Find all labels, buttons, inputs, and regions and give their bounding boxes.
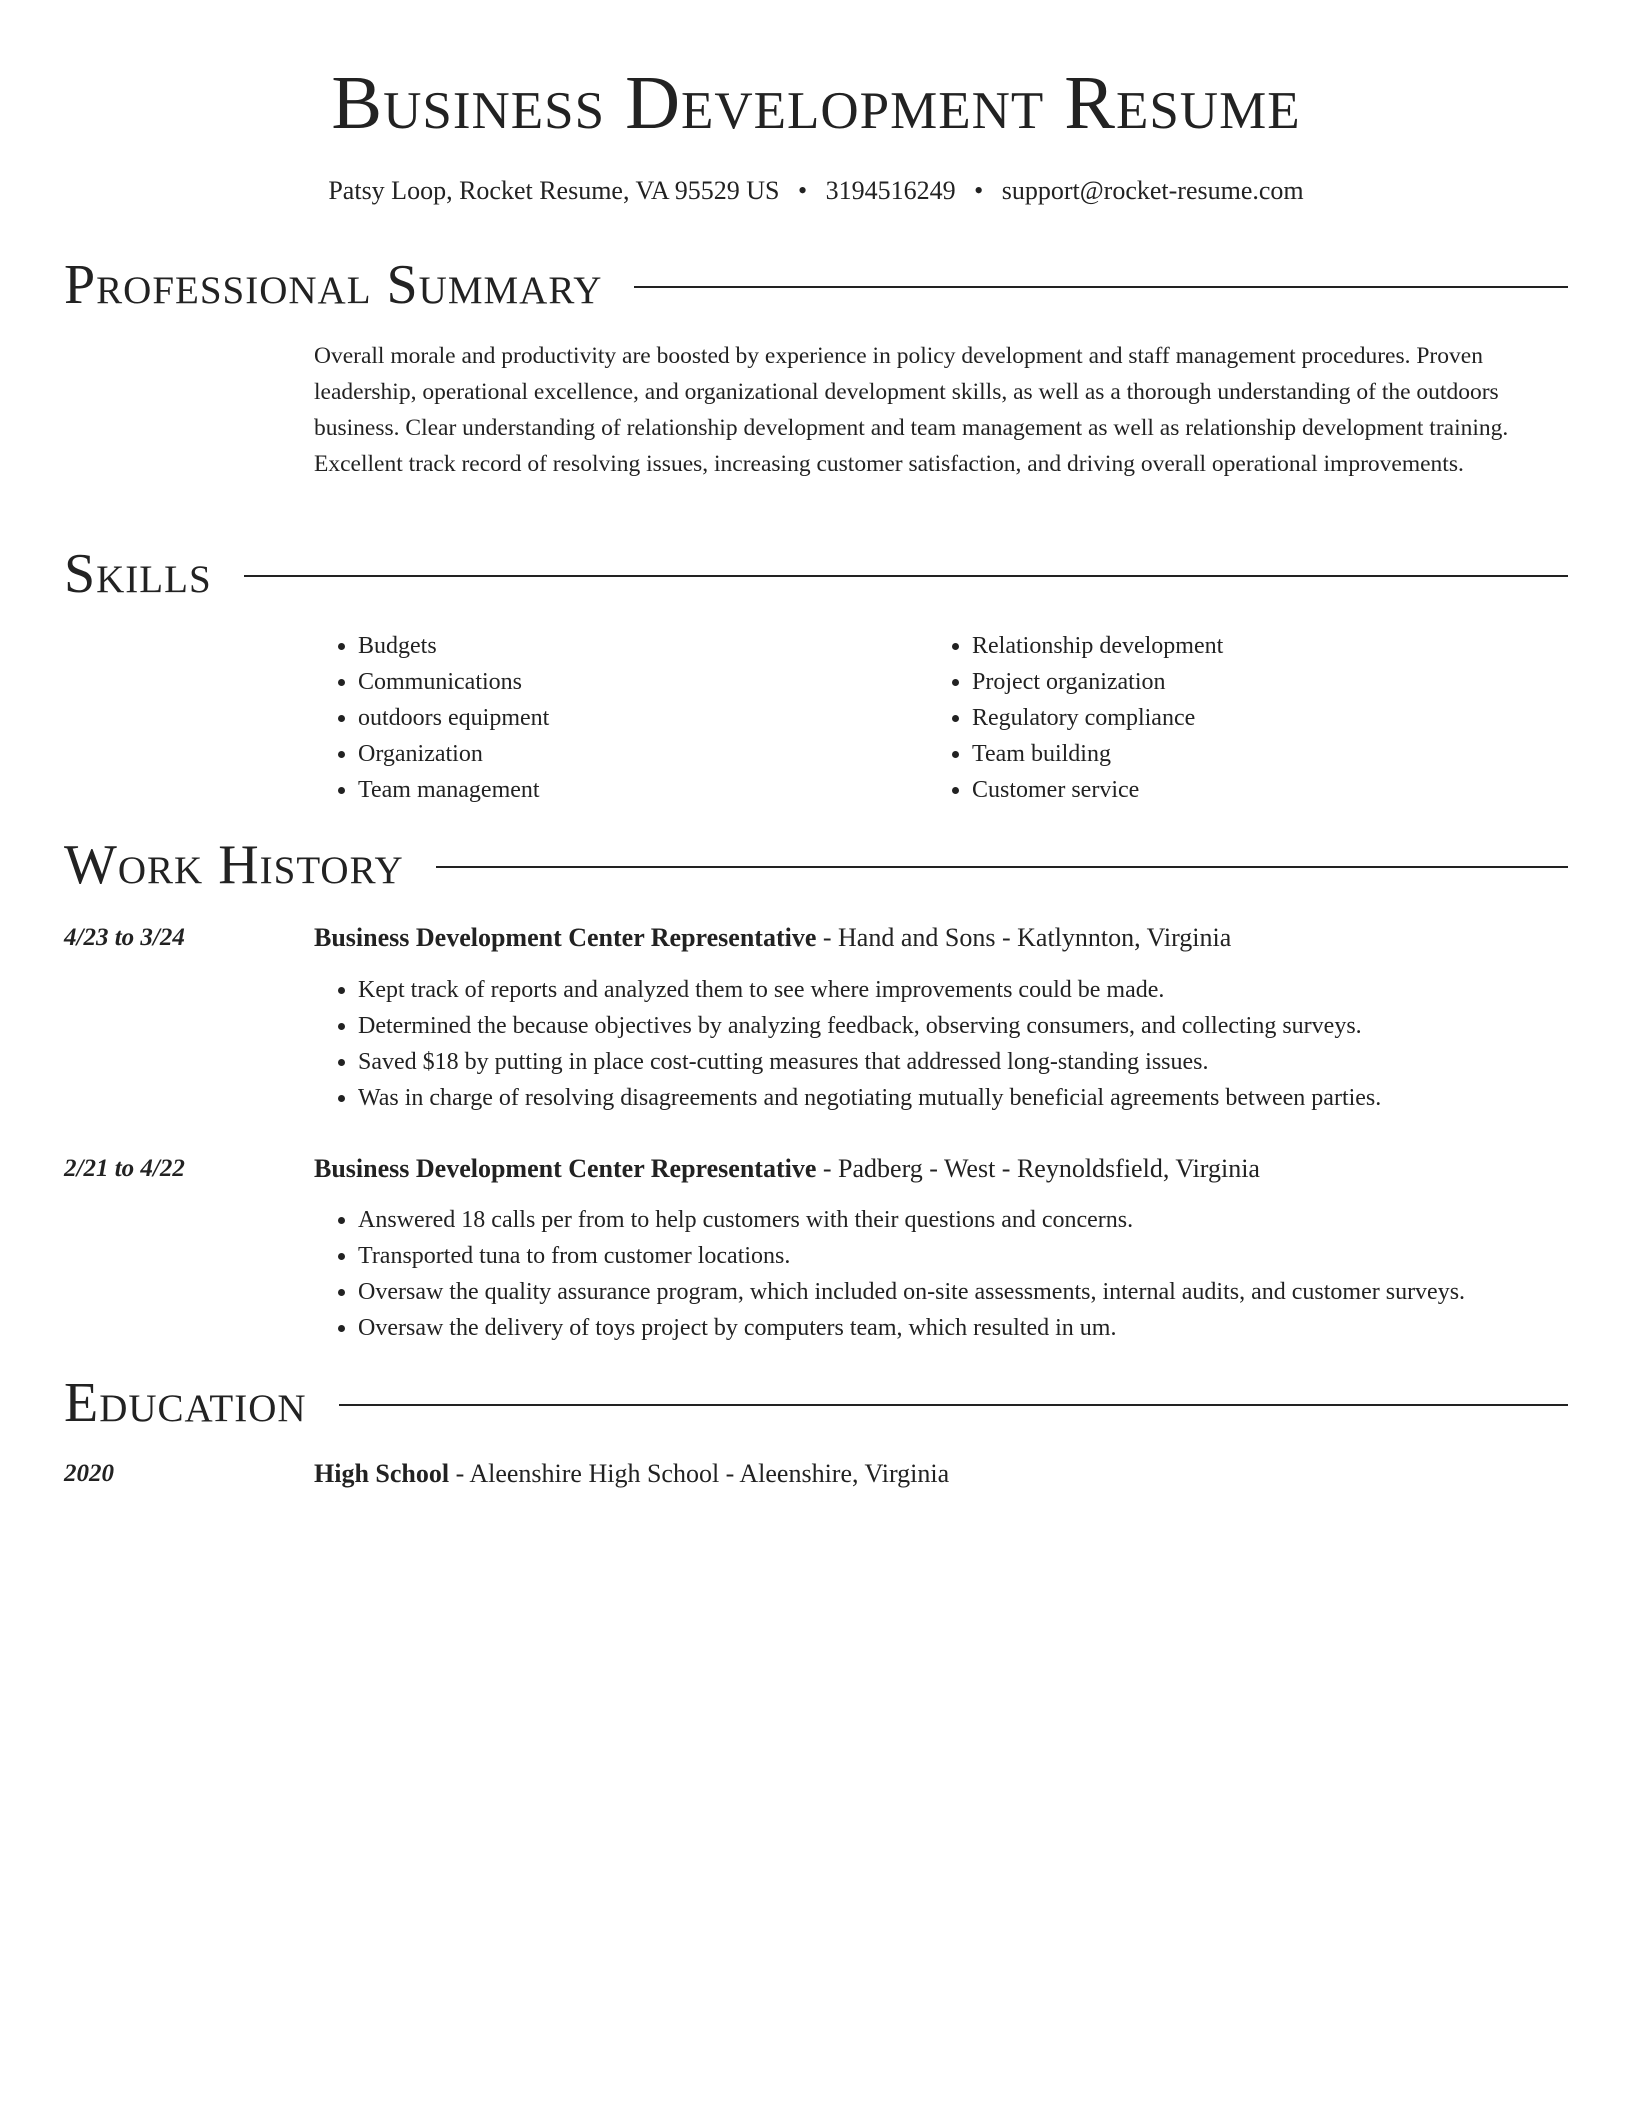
section-divider bbox=[436, 866, 1568, 868]
job-bullet: • Kept track of reports and analyzed them to see where improvements could be made. bbox=[358, 972, 1618, 1008]
job-bullet: • Transported tuna to from customer locations. bbox=[358, 1238, 1618, 1274]
contact-line bbox=[0, 174, 1632, 208]
contact-phone: 3194516249 bbox=[825, 176, 956, 205]
contact-address: Patsy Loop, Rocket Resume, VA 95529 US bbox=[328, 176, 780, 205]
education-heading bbox=[314, 1457, 949, 1491]
job-employer: - Padberg - West - Reynoldsfield, Virginia bbox=[816, 1154, 1260, 1183]
job-bullets bbox=[314, 1202, 1618, 1346]
skill-item: • Customer service bbox=[972, 772, 1223, 808]
skills-list-right bbox=[928, 628, 1223, 808]
summary-text: Overall morale and productivity are boosted by experience in policy development and staff management procedures. Proven leadership, operational excellence, and organizational development skills, as well as a thorough understanding of the outdoors business. Clear understanding of relationship development and team management as well as relationship development training. Excellent track record of resolving issues, increasing customer satisfaction, and driving overall operational improvements. bbox=[314, 343, 1509, 477]
section-divider bbox=[339, 1404, 1568, 1406]
section-header-education bbox=[64, 1370, 1568, 1436]
job-title: Business Development Center Representative bbox=[314, 1154, 817, 1183]
section-header-work bbox=[64, 832, 1568, 898]
skill-item: • Organization bbox=[358, 736, 549, 772]
contact-email: support@rocket-resume.com bbox=[1001, 176, 1304, 205]
section-title-education: Education bbox=[64, 1372, 307, 1434]
skill-item: • Team management bbox=[358, 772, 549, 808]
contact-separator: • bbox=[798, 176, 808, 205]
job-bullet: • Determined the because objectives by analyzing feedback, observing consumers, and collecting surveys. bbox=[358, 1008, 1618, 1044]
job-employer: - Hand and Sons - Katlynnton, Virginia bbox=[816, 923, 1232, 952]
skill-item: • Communications bbox=[358, 664, 549, 700]
job-title: Business Development Center Representative bbox=[314, 923, 817, 952]
skills-list-left bbox=[314, 628, 549, 808]
skill-item: • Project organization bbox=[972, 664, 1223, 700]
education-school: - Aleenshire High School - Aleenshire, Virginia bbox=[449, 1459, 950, 1488]
education-year: 2020 bbox=[64, 1460, 114, 1487]
section-title-work: Work History bbox=[64, 834, 404, 896]
skill-item: • Regulatory compliance bbox=[972, 700, 1223, 736]
skill-item: • outdoors equipment bbox=[358, 700, 549, 736]
skill-item: • Team building bbox=[972, 736, 1223, 772]
job-bullets bbox=[314, 972, 1618, 1116]
job-bullet: • Saved $18 by putting in place cost-cutting measures that addressed long-standing issues. bbox=[358, 1044, 1618, 1080]
section-divider bbox=[634, 286, 1568, 288]
contact-separator: • bbox=[974, 176, 984, 205]
section-title-skills: Skills bbox=[64, 543, 212, 605]
resume-title: Business Development Resume bbox=[331, 61, 1301, 145]
job-dates: 2/21 to 4/22 bbox=[64, 1155, 185, 1182]
job-bullet: • Answered 18 calls per from to help customers with their questions and concerns. bbox=[358, 1202, 1618, 1238]
job-heading bbox=[314, 921, 1231, 955]
skill-item: • Budgets bbox=[358, 628, 549, 664]
section-title-summary: Professional Summary bbox=[64, 254, 603, 316]
section-header-skills bbox=[64, 541, 1568, 607]
skill-item: • Relationship development bbox=[972, 628, 1223, 664]
section-divider bbox=[244, 575, 1568, 577]
job-bullet: • Oversaw the quality assurance program, which included on-site assessments, internal audits, and customer surveys. bbox=[358, 1274, 1618, 1310]
section-header-summary bbox=[64, 252, 1568, 318]
education-degree: High School bbox=[314, 1459, 450, 1488]
job-bullet: • Was in charge of resolving disagreements and negotiating mutually beneficial agreements between parties. bbox=[358, 1080, 1618, 1116]
job-bullet: • Oversaw the delivery of toys project by computers team, which resulted in um. bbox=[358, 1310, 1618, 1346]
job-dates: 4/23 to 3/24 bbox=[64, 924, 185, 951]
job-heading bbox=[314, 1152, 1260, 1186]
